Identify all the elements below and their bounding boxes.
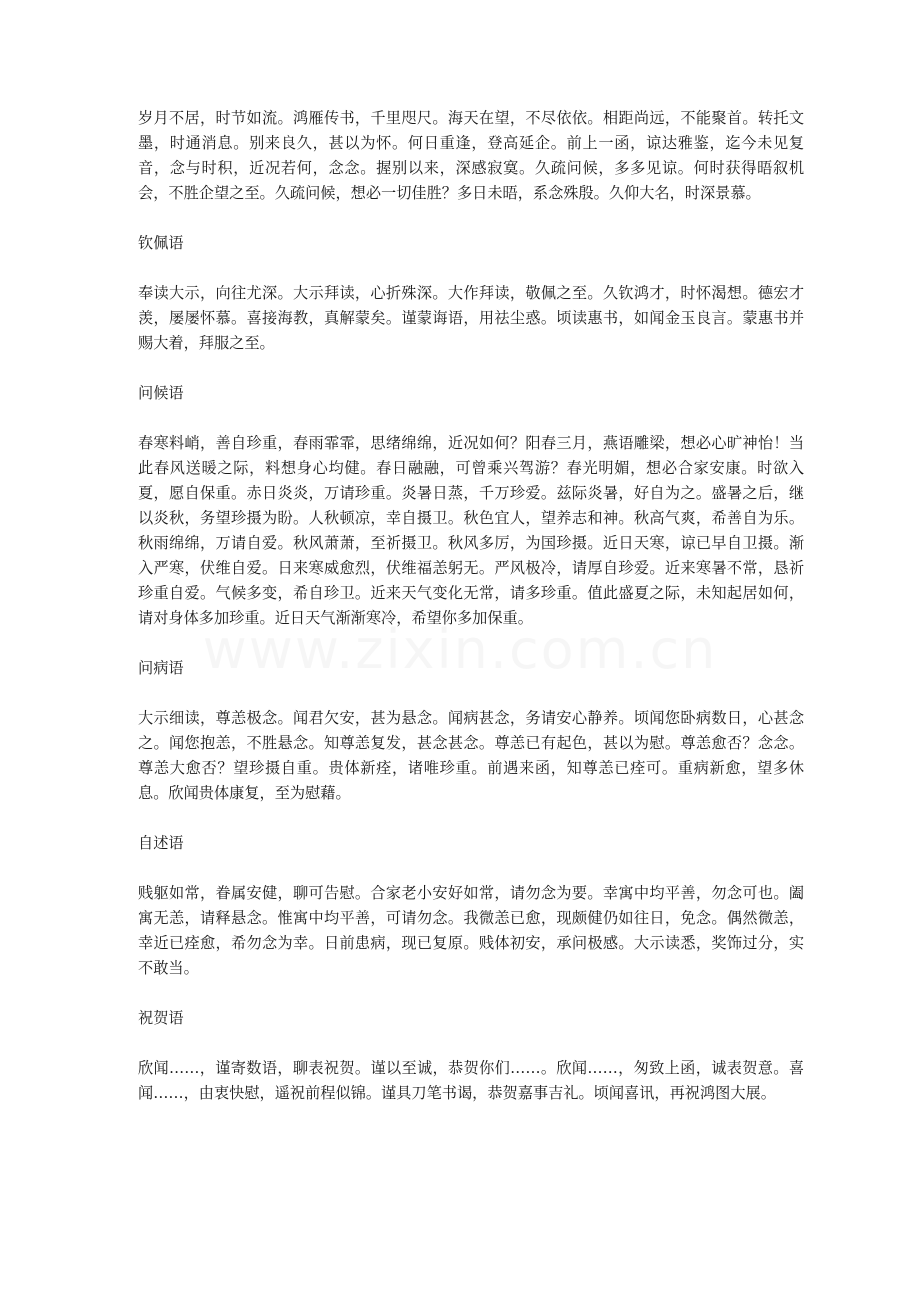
section-body-wenhou: 春寒料峭，善自珍重，春雨霏霏，思绪绵绵，近况如何？阳春三月，燕语雕梁，想必心旷神怡！当此春风送暖之际，料想身心均健。春日融融，可曾乘兴驾游？春光明媚，想必合家安康。时欲入夏，愿自保重。赤日炎炎，万请珍重。炎暑日蒸，千万珍爱。兹际炎暑，好自为之。盛暑之后，继以炎秋，务望珍摄为盼。人秋顿凉，幸自摄卫。秋色宜人，望养志和神。秋高气爽，希善自为乐。秋雨绵绵，万请自爱。秋风萧萧，至祈摄卫。秋风多厉，为国珍摄。近日天寒，谅已早自卫摄。渐入严寒，伏维自爱。日来寒威愈烈，伏维福恙躬无。严风极冷，请厚自珍爱。近来寒暑不常，恳祈珍重自爱。气候多变，希自珍卫。近来天气变化无常，请多珍重。值此盛夏之际，未知起居如何，请对身体多加珍重。近日天气渐渐寒冷，希望你多加保重。: [138, 434, 804, 627]
intro-paragraph: 岁月不居，时节如流。鸿雁传书，千里咫尺。海天在望，不尽依依。相距尚远，不能聚首。转托文墨，时通消息。别来良久，甚以为怀。何日重逢，登高延企。前上一函，谅达雅鉴，迄今未见复音，念与时积，近况若何，念念。握别以来，深感寂寞。久疏问候，多多见谅。何时获得晤叙机会，不胜企望之至。久疏问候，想必一切佳胜？多日未晤，系念殊殷。久仰大名，时深景慕。: [138, 109, 804, 202]
section-body-wenbing: 大示细读，尊恙极念。闻君欠安，甚为悬念。闻病甚念，务请安心静养。顷闻您卧病数日，心甚念之。闻您抱恙，不胜悬念。知尊恙复发，甚念甚念。尊恙已有起色，甚以为慰。尊恙愈否？念念。尊恙大愈否？望珍摄自重。贵体新痊，诸唯珍重。前遇来函，知尊恙已痊可。重病新愈，望多休息。欣闻贵体康复，至为慰藉。: [138, 709, 804, 802]
section-body-zishu: 贱躯如常，眷属安健，聊可告慰。合家老小安好如常，请勿念为要。幸寓中均平善，勿念可也。阖寓无恙，请释悬念。惟寓中均平善，可请勿念。我微恙已愈，现颇健仍如往日，免念。偶然微恙，幸近已痊愈，希勿念为幸。日前患病，现已复原。贱体初安，承问极感。大示读悉，奖饰过分，实不敢当。: [138, 884, 804, 977]
section-heading-qinpei: 钦佩语: [138, 234, 184, 252]
section-body-zhuhe: 欣闻……，谨寄数语，聊表祝贺。谨以至诚，恭贺你们……。欣闻……，匆致上函，诚表贺意。喜闻……，由衷快慰，遥祝前程似锦。谨具刀笔书谒，恭贺嘉事吉礼。顷闻喜讯，再祝鸿图大展。: [138, 1059, 804, 1102]
section-heading-wenhou: 问候语: [138, 384, 184, 402]
document-page: [138, 106, 804, 1106]
section-heading-wenbing: 问病语: [138, 659, 184, 677]
section-heading-zishu: 自述语: [138, 834, 184, 852]
section-body-qinpei: 奉读大示，向往尤深。大示拜读，心折殊深。大作拜读，敬佩之至。久钦鸿才，时怀渴想。德宏才羡，屡屡怀慕。喜接海教，真解蒙矣。谨蒙诲语，用祛尘惑。顷读惠书，如闻金玉良言。蒙惠书并赐大着，拜服之至。: [138, 284, 804, 352]
section-heading-zhuhe: 祝贺语: [138, 1009, 184, 1027]
